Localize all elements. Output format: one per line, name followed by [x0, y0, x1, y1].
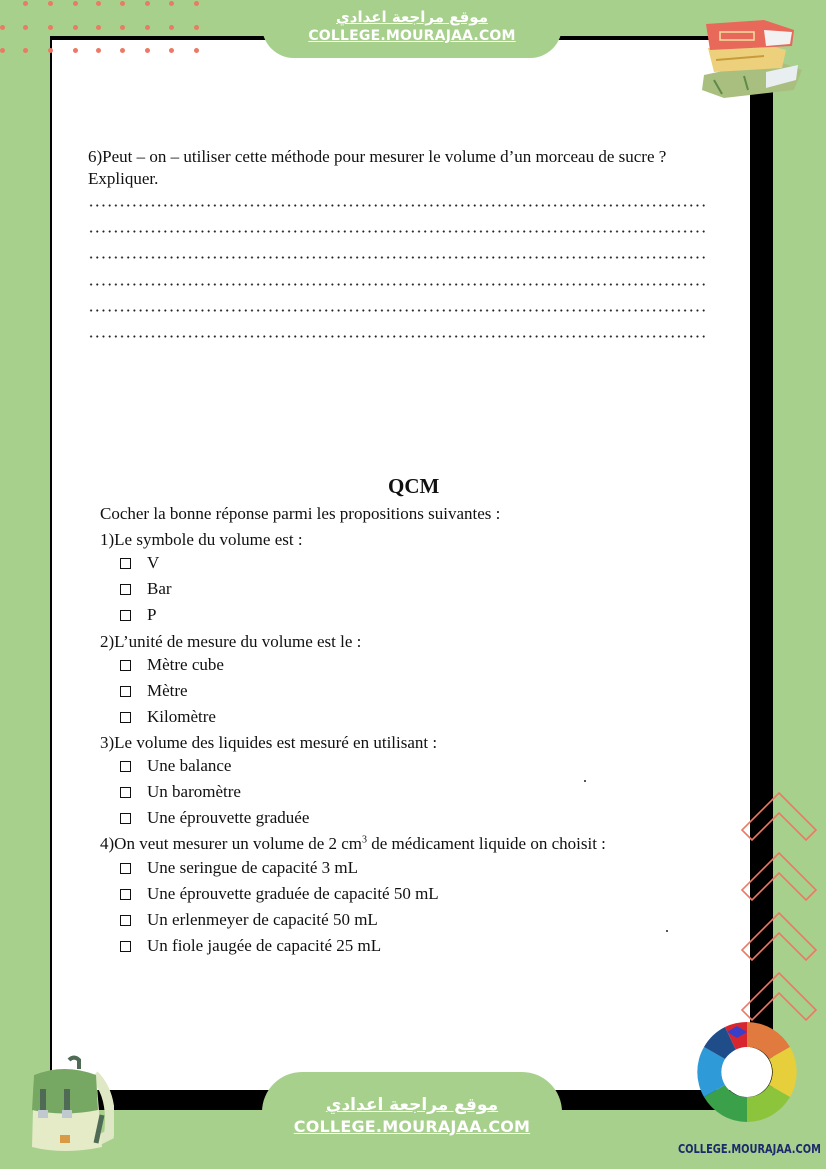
question-2-option[interactable] [120, 707, 216, 727]
question-3-label: 3)Le volume des liquides est mesuré en utilisant : [100, 733, 438, 752]
checkbox[interactable] [120, 610, 131, 621]
option-label: Bar [147, 579, 172, 598]
checkbox[interactable] [120, 558, 131, 569]
question-4-option[interactable] [120, 884, 439, 904]
answer-line[interactable] [88, 204, 708, 207]
checkbox[interactable] [120, 863, 131, 874]
question-3-option[interactable] [120, 808, 309, 828]
checkbox[interactable] [120, 584, 131, 595]
backpack-illustration-icon [14, 1055, 114, 1155]
checkbox[interactable] [120, 712, 131, 723]
question-1-option[interactable] [120, 553, 159, 573]
option-label: Une balance [147, 756, 232, 775]
answer-line[interactable] [88, 283, 708, 286]
question-4-label [100, 834, 606, 854]
footer-arabic-title[interactable]: موقع مراجعة اعدادي [325, 1095, 499, 1115]
answer-line[interactable] [88, 256, 708, 259]
footer-banner[interactable] [262, 1072, 562, 1169]
answer-line[interactable] [88, 335, 708, 338]
question-6-instruction: Expliquer. [88, 169, 159, 188]
books-illustration-icon [694, 10, 804, 100]
checkbox[interactable] [120, 660, 131, 671]
question-4-option[interactable] [120, 936, 381, 956]
header-arabic-title[interactable]: موقع مراجعة اعدادي [336, 8, 488, 26]
checkbox[interactable] [120, 787, 131, 798]
question-4-option[interactable] [120, 858, 358, 878]
question-4-text-end: de médicament liquide on choisit : [367, 834, 606, 853]
question-1-option[interactable] [120, 579, 172, 599]
option-label: Un baromètre [147, 782, 241, 801]
option-label: Mètre [147, 681, 188, 700]
chevron-up-decoration-icon [734, 790, 824, 1040]
option-label: V [147, 553, 160, 572]
answer-line[interactable] [88, 230, 708, 233]
checkbox[interactable] [120, 889, 131, 900]
option-label: Un erlenmeyer de capacité 50 mL [147, 910, 378, 929]
qcm-intro: Cocher la bonne réponse parmi les propositions suivantes : [100, 504, 501, 523]
checkbox[interactable] [120, 915, 131, 926]
option-label: Une éprouvette graduée [147, 808, 310, 827]
education-wheel-logo-icon[interactable] [695, 1020, 799, 1124]
question-1-label: 1)Le symbole du volume est : [100, 530, 303, 549]
question-1-option[interactable] [120, 605, 156, 625]
option-label: Kilomètre [147, 707, 216, 726]
option-label: Une seringue de capacité 3 mL [147, 858, 358, 877]
question-3-option[interactable] [120, 756, 231, 776]
option-label: Mètre cube [147, 655, 224, 674]
logo-site-label[interactable]: COLLEGE.MOURAJAA.COM [677, 1142, 821, 1156]
question-4-option[interactable] [120, 910, 378, 930]
question-2-label: 2)L’unité de mesure du volume est le : [100, 632, 362, 651]
question-6-text: 6)Peut – on – utiliser cette méthode pour mesurer le volume d’un morceau de sucre ? [88, 147, 667, 166]
checkbox[interactable] [120, 686, 131, 697]
question-4-text: 4)On veut mesurer un volume de 2 cm [100, 834, 363, 853]
question-3-option[interactable] [120, 782, 241, 802]
checkbox[interactable] [120, 941, 131, 952]
scan-speck [584, 780, 586, 782]
question-2-option[interactable] [120, 655, 224, 675]
left-green-margin [0, 0, 50, 1169]
option-label: Un fiole jaugée de capacité 25 mL [147, 936, 382, 955]
qcm-title: QCM [388, 474, 440, 498]
answer-line[interactable] [88, 309, 708, 312]
scan-speck [666, 930, 668, 932]
footer-site-link[interactable]: COLLEGE.MOURAJAA.COM [293, 1117, 531, 1136]
checkbox[interactable] [120, 813, 131, 824]
question-2-option[interactable] [120, 681, 188, 701]
decorative-dots [0, 0, 200, 52]
header-site-link[interactable]: COLLEGE.MOURAJAA.COM [308, 28, 516, 44]
exponent: 3 [362, 834, 368, 846]
option-label: Une éprouvette graduée de capacité 50 mL [147, 884, 439, 903]
option-label: P [147, 605, 157, 624]
header-banner[interactable] [262, 0, 562, 58]
checkbox[interactable] [120, 761, 131, 772]
question-6 [88, 146, 713, 190]
